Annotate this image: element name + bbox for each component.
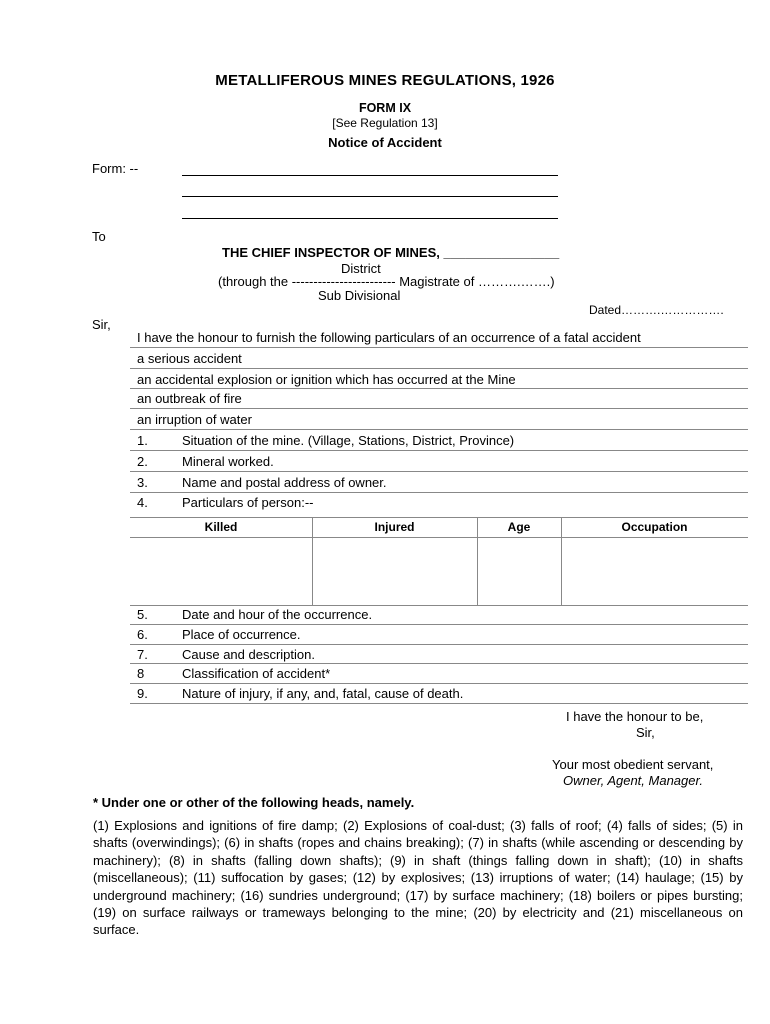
item-number: 3. — [137, 475, 148, 490]
footnote-heading: * Under one or other of the following heads, namely. — [93, 795, 415, 810]
item-number: 4. — [137, 495, 148, 510]
item-number: 7. — [137, 647, 148, 662]
item-cause: Cause and description. — [182, 647, 315, 662]
dated-field: Dated……….……………. — [589, 303, 724, 317]
header-occupation: Occupation — [621, 520, 688, 534]
item-number: 2. — [137, 454, 148, 469]
from-line-2[interactable] — [182, 196, 558, 197]
closing-honour: I have the honour to be, — [566, 709, 704, 724]
item-nature-of-injury: Nature of injury, if any, and, fatal, cause of death. — [182, 686, 464, 701]
salutation: Sir, — [92, 317, 111, 332]
form-from-label: Form: -- — [92, 161, 139, 176]
header-age: Age — [507, 520, 531, 534]
item-mineral-worked: Mineral worked. — [182, 454, 274, 469]
option-water: an irruption of water — [137, 412, 252, 427]
form-title: METALLIFEROUS MINES REGULATIONS, 1926 — [215, 72, 555, 89]
option-serious-accident: a serious accident — [137, 351, 242, 366]
item-owner-address: Name and postal address of owner. — [182, 475, 387, 490]
sub-divisional-label: Sub Divisional — [318, 288, 401, 303]
addressee-name: THE CHIEF INSPECTOR OF MINES, ________________ — [222, 245, 560, 260]
item-place: Place of occurrence. — [182, 627, 301, 642]
option-explosion: an accidental explosion or ignition which has occurred at the Mine — [137, 372, 516, 387]
item-number: 5. — [137, 607, 148, 622]
intro-text: I have the honour to furnish the following particulars of an occurrence of a fatal accident — [137, 330, 641, 345]
item-person-particulars: Particulars of person:-- — [182, 495, 314, 510]
through-magistrate: (through the ------------------------ Magistrate of ……….…….) — [218, 274, 555, 289]
item-classification: Classification of accident* — [182, 666, 331, 681]
district-label: District — [341, 261, 381, 276]
closing-servant: Your most obedient servant, — [552, 757, 714, 772]
closing-sir: Sir, — [636, 725, 655, 740]
header-injured: Injured — [374, 520, 415, 534]
item-number: 9. — [137, 686, 148, 701]
closing-signatory: Owner, Agent, Manager. — [563, 773, 703, 788]
form-subject: Notice of Accident — [328, 135, 442, 150]
header-killed: Killed — [204, 520, 238, 534]
option-fire: an outbreak of fire — [137, 391, 242, 406]
regulation-reference: [See Regulation 13] — [332, 116, 438, 130]
footnote-body: (1) Explosions and ignitions of fire damp; (2) Explosions of coal-dust; (3) falls of roof; (4) falls of sides; (5) in shafts (overwindings); (6) in shafts (ropes and chains breaking); (7) in shafts (while ascending or descending by machinery); (8) in shafts (falling down shafts); (9) in shaft (things falling down in shaft); (10) in shafts (miscellaneous); (11) suffocation by gases; (12) by explosives; (13) irruptions of water; (14) haulage; (15) by underground machinery; (16) sundries underground; (17) by surface machinery; (18) boilers or pipes bursting; (19) on surface railways or trameways belonging to the mine; (20) by electricity and (21) miscellaneous on surface. — [93, 818, 743, 938]
form-number: FORM IX — [358, 101, 412, 115]
item-date-hour: Date and hour of the occurrence. — [182, 607, 373, 622]
item-number: 6. — [137, 627, 148, 642]
from-line-1[interactable] — [182, 175, 558, 176]
from-line-3[interactable] — [182, 218, 558, 219]
item-number: 1. — [137, 433, 148, 448]
item-mine-situation: Situation of the mine. (Village, Stations, District, Province) — [182, 433, 515, 448]
item-number: 8 — [137, 666, 145, 681]
to-label: To — [92, 229, 106, 244]
